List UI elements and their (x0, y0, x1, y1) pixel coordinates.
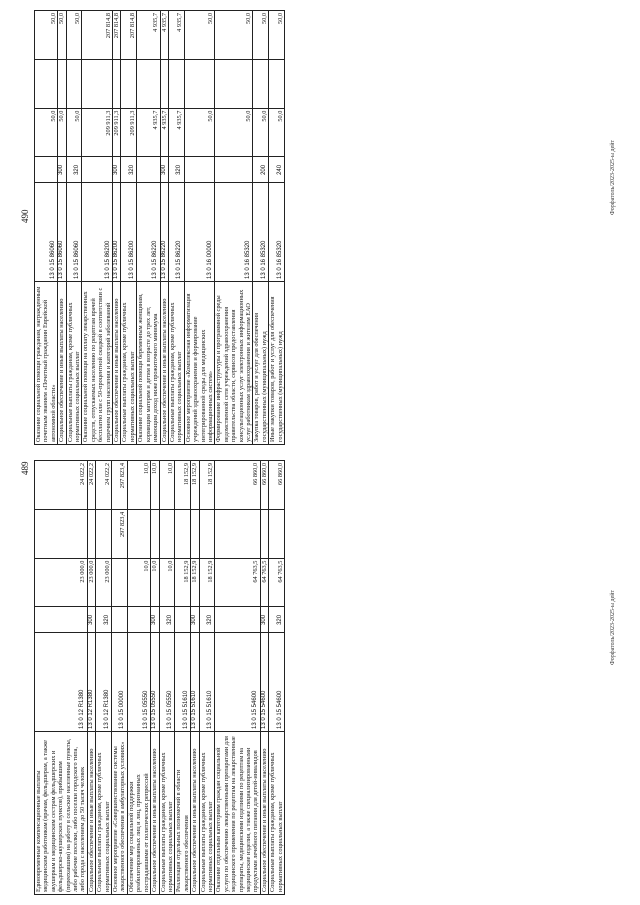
row-amount-1: 10,0 (151, 558, 159, 607)
row-expense-type: 320 (199, 607, 215, 633)
page-number-right: 490 (20, 209, 30, 223)
row-amount-1: 4 935,7 (137, 108, 160, 157)
table-row (58, 11, 66, 445)
row-description: Социальное обеспечение и иные выплаты населению (87, 732, 95, 895)
table-row (113, 11, 121, 445)
row-expense-type: 300 (151, 607, 159, 633)
row-amount-3: 24 022,2 (35, 461, 88, 510)
row-target-code: 13 0 12 R1380 (96, 633, 112, 732)
table-row (160, 11, 168, 445)
row-description: Социальные выплаты гражданам, кроме публичных нормативных социальных выплат (66, 282, 82, 445)
row-amount-3: 66 860,0 (260, 461, 268, 510)
table-row (253, 11, 269, 445)
row-description: Социальные выплаты гражданам, кроме публичных нормативных социальных выплат (96, 732, 112, 895)
row-amount-3: 10,0 (151, 461, 159, 510)
row-description: Социальное обеспечение и иные выплаты населению (113, 282, 121, 445)
row-target-code: 13 0 15 51610 (191, 633, 199, 732)
row-amount-1: 10,0 (127, 558, 150, 607)
table-row (35, 461, 88, 895)
row-amount-1: 209 911,3 (82, 108, 113, 157)
row-amount-3: 297 823,4 (112, 461, 128, 510)
row-description: Оказание социальной помощи беременным женщинам, кормящим матерям и детям в возрасте до трех лет, имеющим доход ниже прожиточного минимума (137, 282, 160, 445)
row-target-code: 13 0 15 05550 (151, 633, 159, 732)
row-target-code: 13 0 15 86060 (66, 183, 82, 282)
row-amount-2 (113, 59, 121, 108)
table-row (199, 461, 215, 895)
row-expense-type (175, 607, 191, 633)
row-amount-1: 50,0 (269, 108, 285, 157)
row-amount-3: 50,0 (184, 11, 215, 60)
row-target-code: 13 0 15 05550 (159, 633, 175, 732)
row-amount-1: 18 152,9 (175, 558, 191, 607)
row-amount-2 (137, 59, 160, 108)
row-target-code: 13 0 12 R1380 (35, 633, 88, 732)
row-description: Социальные выплаты гражданам, кроме публичных нормативных социальных выплат (121, 282, 137, 445)
row-amount-2 (175, 509, 191, 558)
row-description: Оказание отдельным категориям граждан социальной услуги по обеспечению лекарственными препаратами для медицинского применения по рецептам на лекарственные препараты, медицинскими изделиями по рецептам на медицинские изделия, а также специализированными продуктами лечебного питания для детей-инвалидов (215, 732, 260, 895)
row-amount-2 (151, 509, 159, 558)
table-row (184, 11, 215, 445)
row-amount-3: 50,0 (66, 11, 82, 60)
budget-table-right (34, 10, 285, 445)
row-description: Единовременные компенсационные выплаты медицинским работникам (врачам, фельдшерам, а также акушеркам и медицинским сестрам фельдшерских и фельдшерско-акушерских пунктов), прибывшим (переехавшим) на работу в сельские населенные пункты, либо рабочие поселки, либо поселки городского типа, либо города с населением до 50 тысяч человек (35, 732, 88, 895)
row-amount-1: 4 935,7 (168, 108, 184, 157)
row-amount-2 (66, 59, 82, 108)
row-amount-3: 50,0 (58, 11, 66, 60)
row-description: Социальное обеспечение и иные выплаты населению (151, 732, 159, 895)
row-amount-3: 10,0 (127, 461, 150, 510)
row-target-code: 13 0 15 05550 (127, 633, 150, 732)
table-row (269, 461, 285, 895)
row-amount-3: 66 860,0 (269, 461, 285, 510)
table-row (112, 461, 128, 895)
table-row (168, 11, 184, 445)
row-description: Социальное обеспечение и иные выплаты населению (191, 732, 199, 895)
table-row (175, 461, 191, 895)
row-amount-3: 207 814,8 (121, 11, 137, 60)
budget-table-left (34, 460, 285, 895)
row-expense-type: 300 (260, 607, 268, 633)
row-target-code: 13 0 15 54600 (260, 633, 268, 732)
row-target-code: 13 0 15 51610 (175, 633, 191, 732)
row-expense-type (82, 157, 113, 183)
row-expense-type: 320 (96, 607, 112, 633)
row-target-code: 13 0 15 86200 (82, 183, 113, 282)
row-target-code: 13 0 15 86220 (168, 183, 184, 282)
row-target-code: 13 0 15 51610 (199, 633, 215, 732)
row-amount-1: 4 935,7 (160, 108, 168, 157)
row-amount-2 (160, 59, 168, 108)
row-expense-type (137, 157, 160, 183)
row-amount-2 (215, 59, 253, 108)
row-target-code: 13 0 15 86220 (160, 183, 168, 282)
table-row (66, 11, 82, 445)
row-amount-2 (215, 509, 260, 558)
footer-right: Форфатоль/2023-2025-ы дейт (610, 139, 616, 215)
row-amount-2 (253, 59, 269, 108)
row-amount-2 (191, 509, 199, 558)
row-target-code: 13 0 15 86060 (58, 183, 66, 282)
row-amount-3: 50,0 (253, 11, 269, 60)
row-expense-type (35, 157, 58, 183)
row-amount-1: 50,0 (66, 108, 82, 157)
row-amount-2 (199, 509, 215, 558)
table-row (137, 11, 160, 445)
row-amount-1: 50,0 (184, 108, 215, 157)
row-amount-3: 24 022,2 (96, 461, 112, 510)
row-amount-2 (35, 509, 88, 558)
table-row (121, 11, 137, 445)
row-description: Реализация отдельных полномочий в области лекарственного обеспечения (175, 732, 191, 895)
row-description: Социальные выплаты гражданам, кроме публичных нормативных социальных выплат (269, 732, 285, 895)
row-amount-1: 50,0 (215, 108, 253, 157)
row-amount-2 (168, 59, 184, 108)
row-amount-1: 50,0 (253, 108, 269, 157)
row-expense-type: 240 (269, 157, 285, 183)
row-expense-type: 320 (121, 157, 137, 183)
row-amount-1: 23 000,0 (87, 558, 95, 607)
row-expense-type: 300 (87, 607, 95, 633)
table-row (215, 11, 253, 445)
table-row (260, 461, 268, 895)
row-expense-type: 320 (66, 157, 82, 183)
table-row (215, 461, 260, 895)
row-description: Социальное обеспечение и иные выплаты населению (260, 732, 268, 895)
table-row (35, 11, 58, 445)
row-amount-2 (82, 59, 113, 108)
row-expense-type (215, 157, 253, 183)
row-description: Обеспечение мер социальной поддержки реабилитированных лиц и лиц, признанных пострадавшими от политических репрессий (127, 732, 150, 895)
row-amount-3: 10,0 (159, 461, 175, 510)
row-amount-2 (121, 59, 137, 108)
row-amount-2 (159, 509, 175, 558)
row-description: Оказание социальной помощи на оплату лекарственных средств, отпускаемых населению по рецептам врачей бесплатно или с 50-процентной скидкой в соответствии с перечнем групп населения и категорий заболеваний (82, 282, 113, 445)
row-amount-3: 4 935,7 (168, 11, 184, 60)
row-expense-type: 300 (160, 157, 168, 183)
row-amount-1: 50,0 (58, 108, 66, 157)
row-target-code: 13 0 16 85320 (253, 183, 269, 282)
row-target-code: 13 0 15 54600 (215, 633, 260, 732)
row-amount-1: 50,0 (35, 108, 58, 157)
row-amount-3: 50,0 (35, 11, 58, 60)
table-row (96, 461, 112, 895)
row-expense-type: 300 (58, 157, 66, 183)
row-amount-2 (127, 509, 150, 558)
row-amount-2 (96, 509, 112, 558)
row-description: Социальные выплаты гражданам, кроме публичных нормативных социальных выплат (199, 732, 215, 895)
row-amount-1: 209 911,3 (113, 108, 121, 157)
row-amount-3: 18 152,9 (199, 461, 215, 510)
row-amount-3: 4 935,7 (160, 11, 168, 60)
row-target-code: 13 0 15 86200 (121, 183, 137, 282)
row-expense-type: 300 (191, 607, 199, 633)
row-target-code: 13 0 15 00000 (112, 633, 128, 732)
row-description: Социальное обеспечение и иные выплаты населению (160, 282, 168, 445)
row-target-code: 13 0 15 86220 (137, 183, 160, 282)
table-row (151, 461, 159, 895)
row-description: Закупка товаров, работ и услуг для обеспечения государственных (муниципальных) нужд (253, 282, 269, 445)
row-amount-3: 50,0 (269, 11, 285, 60)
row-target-code: 13 0 15 54600 (269, 633, 285, 732)
row-amount-2 (269, 59, 285, 108)
row-amount-1 (112, 558, 128, 607)
row-amount-3: 24 022,2 (87, 461, 95, 510)
row-amount-1: 18 152,9 (199, 558, 215, 607)
row-amount-2 (260, 509, 268, 558)
row-expense-type (35, 607, 88, 633)
row-amount-1: 64 763,5 (215, 558, 260, 607)
row-target-code: 13 0 15 86060 (35, 183, 58, 282)
footer-left: Форфатоль/2023-2025-ы дейт (610, 589, 616, 665)
row-amount-2 (58, 59, 66, 108)
row-amount-2 (269, 509, 285, 558)
row-expense-type: 320 (269, 607, 285, 633)
row-amount-2: 297 823,4 (112, 509, 128, 558)
row-amount-2 (184, 59, 215, 108)
row-expense-type (112, 607, 128, 633)
row-expense-type: 320 (168, 157, 184, 183)
row-expense-type: 320 (159, 607, 175, 633)
row-target-code: 13 0 12 R1380 (87, 633, 95, 732)
row-amount-2 (35, 59, 58, 108)
row-expense-type (184, 157, 215, 183)
row-description: Оказание социальной помощи гражданам, награжденным почетным званием «Почетный гражданин Еврейской автономной области» (35, 282, 58, 445)
row-description: Социальные выплаты гражданам, кроме публичных нормативных социальных выплат (168, 282, 184, 445)
page-number-left: 489 (20, 461, 30, 475)
row-amount-1: 23 000,0 (35, 558, 88, 607)
row-amount-1: 64 763,5 (260, 558, 268, 607)
row-description: Основное мероприятие «Комплексная информатизация учреждений здравоохранения и формирование интегрированной среды для медицинских информационных систем» (184, 282, 215, 445)
row-description: Иные закупки товаров, работ и услуг для обеспечения государственных (муниципальных) нужд (269, 282, 285, 445)
row-amount-3: 66 860,0 (215, 461, 260, 510)
row-amount-3: 50,0 (215, 11, 253, 60)
table-row (159, 461, 175, 895)
row-amount-2 (87, 509, 95, 558)
row-expense-type (215, 607, 260, 633)
row-amount-3: 18 152,9 (175, 461, 191, 510)
row-description: Социальное обеспечение и иные выплаты населению (58, 282, 66, 445)
table-row (82, 11, 113, 445)
row-amount-1: 10,0 (159, 558, 175, 607)
row-target-code: 13 0 16 85320 (269, 183, 285, 282)
row-description: Основное мероприятие «Совершенствование системы лекарственного обеспечения в амбулаторных условиях» (112, 732, 128, 895)
row-expense-type (127, 607, 150, 633)
table-row (87, 461, 95, 895)
row-expense-type: 300 (113, 157, 121, 183)
table-row (269, 11, 285, 445)
row-amount-1: 23 000,0 (96, 558, 112, 607)
row-amount-3: 207 814,8 (82, 11, 113, 60)
row-description: Формирование инфраструктуры и программной среды ведомственной сети учреждений здравоохранения правительства области, сервисов предоставления консультационных услуг электронных информационных услуг работникам здравоохранения и жителям ЕАО (215, 282, 253, 445)
row-target-code: 13 0 16 85320 (215, 183, 253, 282)
row-amount-3: 207 814,8 (113, 11, 121, 60)
row-target-code: 13 0 16 00000 (184, 183, 215, 282)
table-row (127, 461, 150, 895)
row-target-code: 13 0 15 86200 (113, 183, 121, 282)
row-amount-3: 4 935,7 (137, 11, 160, 60)
row-amount-1: 64 763,5 (269, 558, 285, 607)
row-amount-3: 18 152,9 (191, 461, 199, 510)
row-description: Социальные выплаты гражданам, кроме публичных нормативных социальных выплат (159, 732, 175, 895)
row-amount-1: 209 911,3 (121, 108, 137, 157)
table-row (191, 461, 199, 895)
row-expense-type: 200 (253, 157, 269, 183)
row-amount-1: 18 152,9 (191, 558, 199, 607)
